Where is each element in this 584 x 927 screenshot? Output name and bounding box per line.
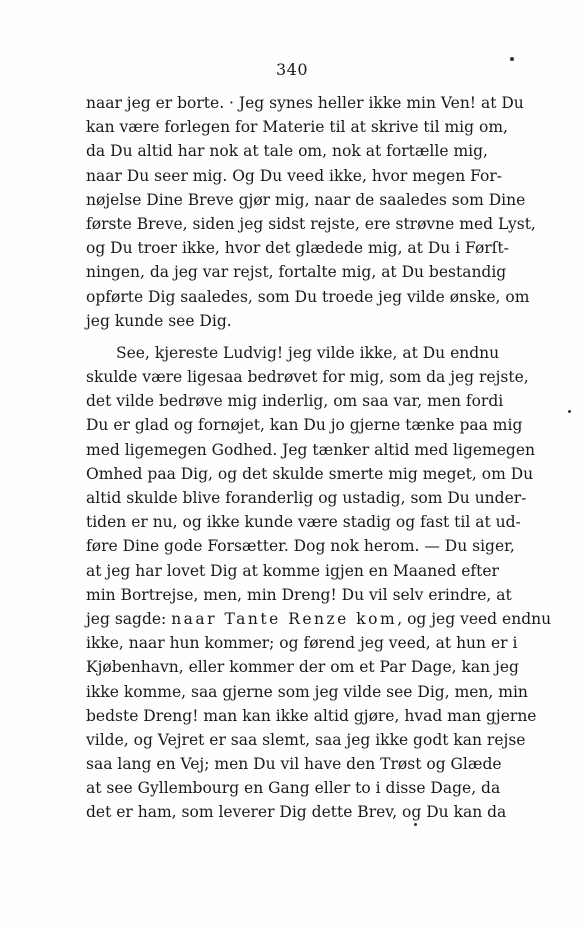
- page-number: 340: [275, 60, 309, 79]
- paragraph-gap: [86, 333, 488, 341]
- ink-speck: [414, 823, 417, 826]
- text-line: [86, 607, 552, 631]
- ink-speck: [568, 410, 571, 413]
- text-line: ikke komme, saa gjerne som jeg vilde see Dig, men, min: [86, 682, 528, 701]
- text-line: naar Du seer mig. Og Du veed ikke, hvor megen For-: [86, 166, 502, 185]
- text-line: det vilde bedrøve mig inderlig, om saa var, men fordi: [86, 392, 504, 411]
- text-line: altid skulde blive foranderlig og ustadig, som Du under-: [86, 489, 527, 507]
- text-line: kan være forlegen for Materie til at skrive til mig om,: [86, 118, 508, 137]
- text-line: naar jeg er borte. · Jeg synes heller ikke min Ven! at Du: [86, 94, 524, 112]
- text-line: Omhed paa Dig, og det skulde smerte mig meget, om Du: [86, 464, 534, 483]
- text-line: første Breve, siden jeg sidst rejste, ere strøvne med Lyst,: [86, 214, 536, 233]
- emphasized-text: naar Tante Renze kom: [171, 609, 398, 628]
- paragraph: [86, 341, 552, 825]
- text-line: tiden er nu, og ikke kunde være stadig og fast til at ud-: [86, 513, 521, 532]
- body-text: [86, 91, 552, 825]
- text-line: See, kjereste Ludvig! jeg vilde ikke, at Du endnu: [116, 343, 500, 362]
- text-line: ningen, da jeg var rejst, fortalte mig, at Du bestandig: [86, 263, 507, 282]
- text-line: saa lang en Vej; men Du vil have den Trøst og Glæde: [86, 755, 502, 774]
- text-line: jeg kunde see Dig.: [86, 311, 232, 330]
- text-line: opførte Dig saaledes, som Du troede jeg vilde ønske, om: [86, 287, 530, 306]
- text-line: føre Dine gode Forsætter. Dog nok herom. — Du siger,: [86, 537, 515, 556]
- text-line: vilde, og Vejret er saa slemt, saa jeg ikke godt kan rejse: [86, 730, 526, 749]
- text-line: Kjøbenhavn, eller kommer der om et Par Dage, kan jeg: [86, 658, 519, 677]
- text-line: nøjelse Dine Breve gjør mig, naar de saaledes som Dine: [86, 190, 526, 209]
- text-line: med ligemegen Godhed. Jeg tænker altid med ligemegen: [86, 440, 536, 459]
- text-line: at jeg har lovet Dig at komme igjen en Maaned efter: [86, 561, 499, 580]
- text-line: bedste Dreng! man kan ikke altid gjøre, hvad man gjerne: [86, 706, 537, 725]
- text-run: , og jeg veed endnu: [397, 609, 552, 628]
- text-line: ikke, naar hun kommer; og førend jeg veed, at hun er i: [86, 634, 518, 653]
- paragraph: [86, 91, 536, 333]
- text-line: Du er glad og fornøjet, kan Du jo gjerne tænke paa mig: [86, 416, 523, 435]
- text-line: min Bortrejse, men, min Dreng! Du vil selv erindre, at: [86, 585, 512, 604]
- text-run: jeg sagde:: [86, 609, 172, 628]
- text-line: da Du altid har nok at tale om, nok at fortælle mig,: [86, 142, 488, 161]
- text-line: og Du troer ikke, hvor det glædede mig, at Du i Førſt-: [86, 239, 509, 258]
- ink-speck: [510, 57, 514, 61]
- text-line: skulde være ligesaa bedrøvet for mig, som da jeg rejste,: [86, 368, 529, 387]
- text-line: at see Gyllembourg en Gang eller to i disse Dage, da: [86, 779, 501, 798]
- text-line: det er ham, som leverer Dig dette Brev, og Du kan da: [86, 803, 507, 822]
